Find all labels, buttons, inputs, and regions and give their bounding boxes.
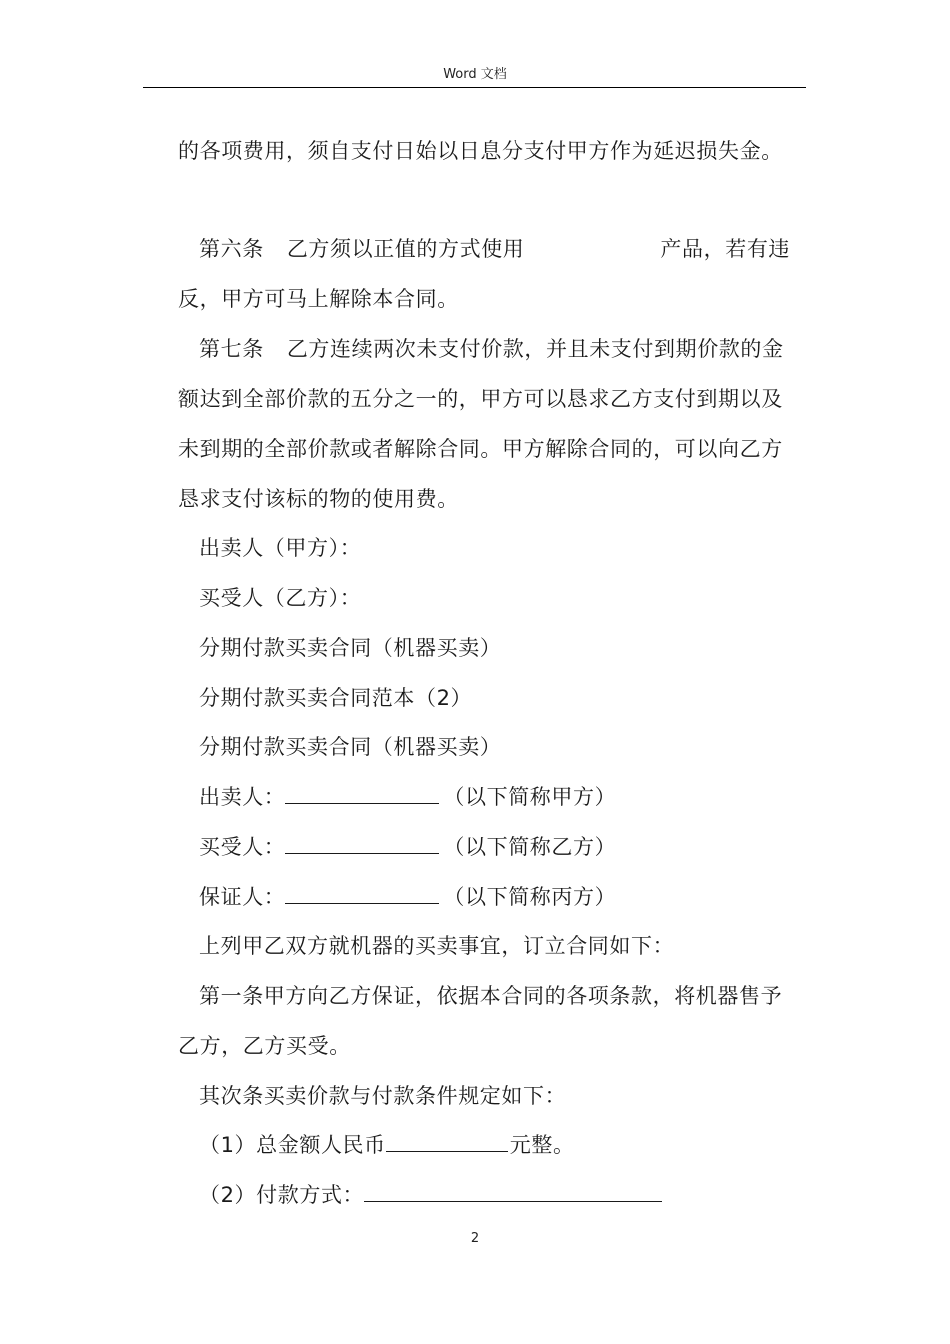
paragraph-line: 未到期的全部价款或者解除合同。甲方解除合同的，可以向乙方 [178, 437, 783, 461]
paragraph-line: 的各项费用，须自支付日始以日息分支付甲方作为延迟损失金。 [178, 139, 783, 163]
field-suffix: （以下简称乙方） [443, 835, 617, 859]
buyer-signature-line: 买受人（乙方）： [199, 586, 362, 610]
article-7-line [199, 334, 784, 364]
field-label: 买受人： [199, 835, 286, 859]
article-text: 乙方连续两次未支付价款，并且未支付到期价款的金 [286, 337, 784, 361]
paragraph-line: 额达到全部价款的五分之一的，甲方可以恳求乙方支付到期以及 [178, 387, 783, 411]
article-text: 乙方须以正值的方式使用 [286, 237, 525, 261]
article-6-line [199, 234, 790, 264]
field-label: （1）总金额人民币 [199, 1133, 386, 1157]
guarantor-field-line [199, 882, 616, 912]
paragraph-line: 上列甲乙双方就机器的买卖事宜，订立合同如下： [199, 934, 675, 958]
article-1-line: 第一条甲方向乙方保证，依据本合同的各项条款，将机器售予 [199, 984, 783, 1008]
paragraph-line: 恳求支付该标的物的使用费。 [178, 487, 459, 511]
field-suffix: 元整。 [509, 1133, 575, 1157]
article-number: 第七条 [199, 337, 264, 361]
field-label: （2）付款方式： [199, 1183, 365, 1207]
field-suffix: （以下简称丙方） [443, 885, 617, 909]
amount-blank [386, 1131, 508, 1152]
page-header: Word 文档 [443, 67, 507, 82]
payment-method-line [199, 1180, 666, 1210]
buyer-field-line [199, 832, 616, 862]
contract-title: 分期付款买卖合同（机器买卖） [199, 636, 502, 660]
article-text-continued: 产品，若有违 [660, 237, 791, 261]
seller-blank [285, 783, 439, 804]
paragraph-line: 反，甲方可马上解除本合同。 [178, 287, 459, 311]
seller-signature-line: 出卖人（甲方）： [199, 536, 362, 560]
payment-method-blank [364, 1181, 662, 1202]
total-amount-line [199, 1130, 575, 1160]
article-2-line: 其次条买卖价款与付款条件规定如下： [199, 1084, 567, 1108]
contract-template-title: 分期付款买卖合同范本（2） [199, 686, 473, 710]
buyer-blank [285, 833, 439, 854]
paragraph-line: 乙方，乙方买受。 [178, 1034, 351, 1058]
header-divider [143, 87, 806, 88]
article-number: 第六条 [199, 237, 264, 261]
seller-field-line [199, 782, 616, 812]
guarantor-blank [285, 883, 439, 904]
field-label: 出卖人： [199, 785, 286, 809]
contract-title: 分期付款买卖合同（机器买卖） [199, 735, 502, 759]
field-suffix: （以下简称甲方） [443, 785, 617, 809]
field-label: 保证人： [199, 885, 286, 909]
page-number: 2 [470, 1231, 480, 1246]
